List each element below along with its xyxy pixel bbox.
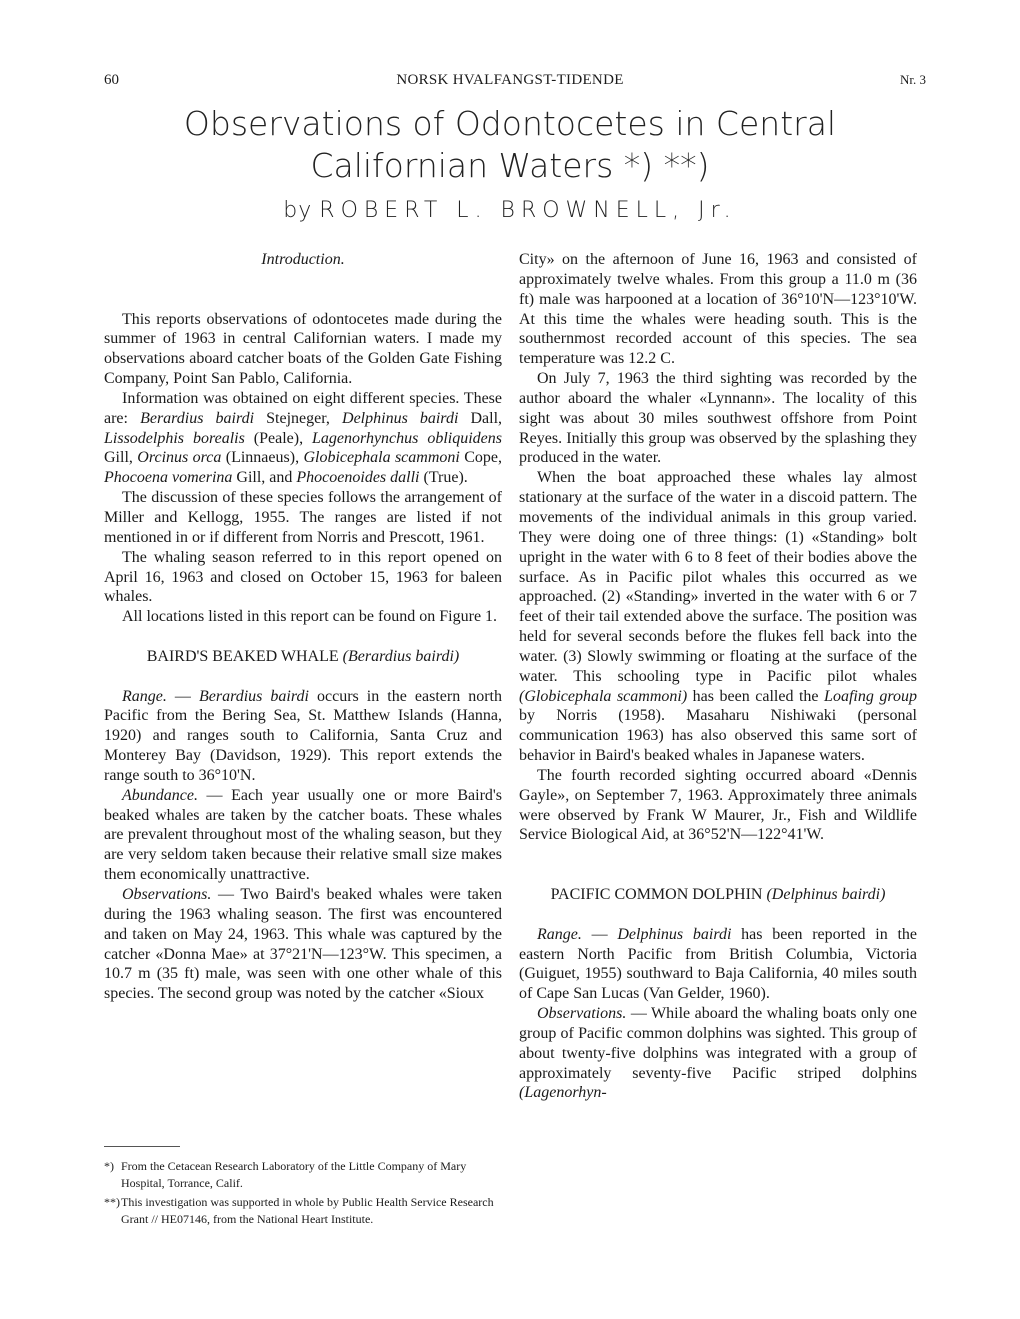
baird-observations-continued: City» on the afternoon of June 16, 1963 and consisted of approximately twelve whales. From this group a 11.0 m (36 ft) male was harpooned at a location of 36°10'N—123°10'W. At this time the whales were heading south. This is the southernmost recorded account of this species. The sea temperature was 12.2 C. [519,251,917,368]
right-column [519,250,917,1103]
baird-observations-paragraph: Observations. — Two Baird's beaked whales were taken during the 1963 whaling season. The first was encountered and taken on May 24, 1963. This whale was captured by the catcher «Donna Mae» at 37°21'N—123°W. This specimen, a 10.7 m (35 ft) male, was seen with one other whale of this species. The second group was noted by the catcher «Sioux [104,886,502,1003]
baird-abundance-paragraph: Abundance. — Each year usually one or more Baird's beaked whales are taken by the catcher boats. These whales are prevalent throughout most of the whaling season, but they are very seldom taken because their relative small size makes them economically unattractive. [104,786,502,884]
footnote [104,1158,502,1192]
baird-third-sighting-paragraph: On July 7, 1963 the third sighting was recorded by the author aboard the whaler «Lynnann». The locality of this sight was about 30 miles southwest offshore from Point Reyes. Initially this group was observed by the splashing they produced in the water. [519,370,917,467]
author-name: ROBERT L. BROWNELL, Jr. [319,198,737,223]
intro-paragraph-3: The discussion of these species follows the arrangement of Miller and Kellogg, 1955. The ranges are listed if not mentioned in or if different from Norris and Prescott, 1961. [104,489,502,546]
journal-name: NORSK HVALFANGST-TIDENDE [396,72,624,88]
intro-paragraph-1: This reports observations of odontocetes made during the summer of 1963 in central Californian waters. I made my observations aboard catcher boats of the Golden Gate Fishing Company, Point San Pablo, California. [104,310,502,388]
section-heading-bairds-beaked-whale: BAIRD'S BEAKED WHALE (Berardius bairdi) [146,647,460,665]
article-title-line-1: Observations of Odontocetes in Central [183,104,837,143]
footnote-text: From the Cetacean Research Laboratory of the Little Company of Mary Hospital, Torrance, Calif. [121,1159,467,1190]
footnote-mark: *) [104,1159,114,1173]
baird-behavior-paragraph: When the boat approached these whales lay almost stationary at the surface of the water in a discoid pattern. The movements of the individual animals in this group varied. They were doing one of three things: (1) «Standing» bolt upright in the water with 6 to 8 feet of their bodies above the surface. As in Pacific pilot whales this occurred as we approached. (2) «Standing» inverted in the water with 6 or 7 feet of their tail extended above the surface. The position was held for several seconds before the flukes fell back into the water. (3) Slowly swimming or floating at the surface of the water. This schooling type in Pacific pilot whales (Globicephala scammoni) has been called the Loafing group by Norris (1958). Masaharu Nishiwaki (personal communication 1963) has also observed this same sort of behavior in Baird's beaked whales in Japanese waters. [519,469,917,765]
introduction-heading: Introduction. [261,251,345,268]
byline-prefix: by [283,198,313,223]
section-heading-pacific-common-dolphin: PACIFIC COMMON DOLPHIN (Delphinus bairdi) [550,886,886,903]
intro-paragraph-5: All locations listed in this report can be found on Figure 1. [122,608,498,626]
article-title-line-2: Californian Waters *) **) [310,146,710,185]
byline [0,198,1020,223]
dolphin-range-paragraph: Range. — Delphinus bairdi has been reported in the eastern North Pacific from British Columbia, Victoria (Guiguet, 1955) southward to Baja California, 40 miles south of Cape San Lucas (Van Gelder, 1960). [519,925,917,1003]
left-column [104,250,502,1004]
footnote-mark: **) [104,1195,120,1209]
baird-range-paragraph: Range. — Berardius bairdi occurs in the eastern north Pacific from the Bering Sea, St. Matthew Islands (Hanna, 1920) and ranges south to California, Santa Cruz and Monterey Bay (Davidson, 1929). This report extends the range south to 36°10'N. [104,687,503,784]
intro-paragraph-4: The whaling season referred to in this report opened on April 16, 1963 and closed on October 15, 1963 for baleen whales. [104,548,502,606]
running-head [104,72,926,92]
footnote-divider [104,1146,180,1147]
footnotes [104,1158,502,1230]
baird-fourth-sighting-paragraph: The fourth recorded sighting occurred aboard «Dennis Gayle», on September 7, 1963. Approximately three animals were observed by Frank W Maurer, Jr., Fish and Wildlife Service Biological Aid, at 36°52'N—122°41'W. [519,766,917,844]
footnote-text: This investigation was supported in whole by Public Health Service Research Grant // HE07146, from the National Heart Institute. [121,1195,494,1226]
issue-number: Nr. 3 [900,72,926,87]
page-number: 60 [104,72,119,88]
footnote [104,1194,502,1228]
intro-paragraph-2: Information was obtained on eight different species. These are: Berardius bairdi Stejneger, Delphinus bairdi Dall, Lissodelphis borealis (Peale), Lagenorhynchus obliquidens Gill, Orcinus orca (Linnaeus), Globicephala scammoni Cope, Phocoena vomerina Gill, and Phocoenoides dalli (True). [104,389,503,487]
dolphin-observations-paragraph: Observations. — While aboard the whaling boats only one group of Pacific common dolphins was sighted. This group of about twenty-five dolphins was integrated with a group of approximately seventy-five Pacific striped dolphins (Lagenorhyn- [519,1005,917,1102]
